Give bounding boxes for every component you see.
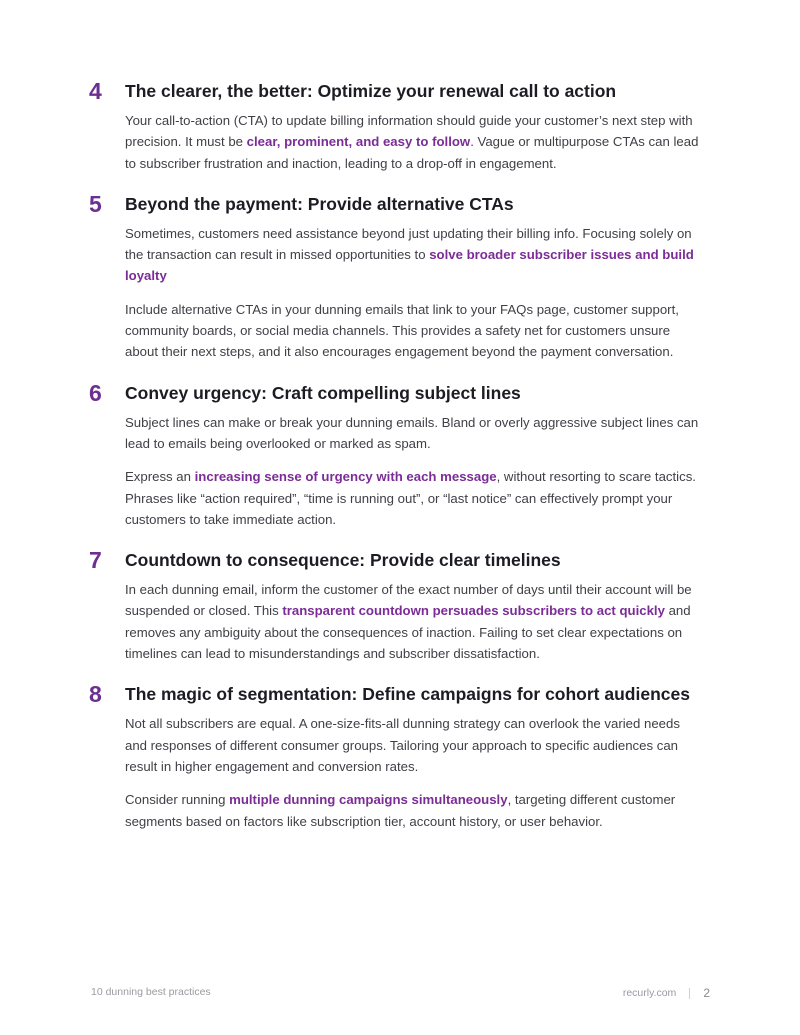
- paragraph-text: Sometimes, customers need assistance beyond just updating their billing info. Focusing solely on the transaction can result in missed opportunities to: [125, 225, 692, 263]
- section-paragraph: [125, 789, 704, 832]
- highlight-text: increasing sense of urgency with each message: [194, 469, 497, 485]
- section-8: [0, 681, 800, 831]
- highlight-text: solve broader subscriber issues and build loyalty: [125, 247, 694, 284]
- section-heading: Countdown to consequence: Provide clear timelines: [125, 550, 561, 571]
- section-heading: Convey urgency: Craft compelling subject lines: [125, 382, 521, 403]
- section-paragraph: [125, 713, 704, 777]
- highlight-text: multiple dunning campaigns simultaneously: [229, 792, 508, 808]
- section-paragraph: [125, 466, 704, 530]
- document-body: [0, 78, 800, 849]
- section-paragraph: [125, 299, 704, 363]
- section-paragraph: [125, 223, 704, 287]
- section-7: [0, 547, 800, 664]
- highlight-text: clear, prominent, and easy to follow: [246, 134, 471, 150]
- paragraph-text: In each dunning email, inform the customer of the exact number of days until their account will be suspended or closed. This: [125, 582, 692, 619]
- section-number: 4: [89, 78, 102, 104]
- page-footer: [0, 986, 800, 1000]
- section-number: 7: [89, 547, 102, 574]
- footer-site-link[interactable]: recurly.com: [622, 987, 677, 999]
- paragraph-text: Your call-to-action (CTA) to update billing information should guide your customer’s next step with precision. It must be: [125, 113, 693, 150]
- footer-divider: [689, 988, 690, 999]
- paragraph-text: Not all subscribers are equal. A one-size-fits-all dunning strategy can overlook the varied needs and responses of different consumer groups. Tailoring your approach to specific audiences can result in higher engagement and conversion rates.: [125, 716, 680, 774]
- section-paragraph: [125, 579, 704, 664]
- paragraph-text: Consider running: [125, 792, 230, 808]
- section-number: 8: [89, 681, 102, 708]
- section-heading: Beyond the payment: Provide alternative CTAs: [125, 193, 514, 214]
- section-paragraph: [125, 412, 704, 455]
- paragraph-text: . Vague or multipurpose CTAs can lead to subscriber frustration and inaction, leading to a drop-off in engagement.: [125, 134, 699, 171]
- paragraph-text: Subject lines can make or break your dunning emails. Bland or overly aggressive subject lines can lead to emails being overlooked or marked as spam.: [125, 414, 699, 451]
- paragraph-text: Express an: [125, 469, 195, 485]
- section-5: [0, 191, 800, 363]
- section-heading: The clearer, the better: Optimize your renewal call to action: [125, 81, 617, 101]
- footer-right: [623, 986, 710, 1000]
- highlight-text: transparent countdown persuades subscribers to act quickly: [282, 603, 665, 619]
- section-4: [0, 78, 800, 174]
- section-6: [0, 380, 800, 530]
- paragraph-text: , without resorting to scare tactics. Phrases like “action required”, “time is running out”, or “last notice” can effectively prompt your customers to take immediate action.: [125, 469, 696, 527]
- section-number: 6: [89, 379, 102, 406]
- section-heading: The magic of segmentation: Define campaigns for cohort audiences: [125, 684, 690, 705]
- paragraph-text: and removes any ambiguity about the consequences of inaction. Failing to set clear expectations on timelines can lead to misunderstandings and subscriber dissatisfaction.: [125, 603, 691, 662]
- footer-doc-title: 10 dunning best practices: [91, 986, 211, 998]
- paragraph-text: Include alternative CTAs in your dunning emails that link to your FAQs page, customer support, community boards, or social media channels. This provides a safety net for customers unsure about their next steps, and it also encourages engagement beyond the payment conversation.: [125, 301, 679, 360]
- section-paragraph: [125, 110, 704, 174]
- section-number: 5: [89, 190, 102, 217]
- paragraph-text: , targeting different customer segments based on factors like subscription tier, account history, or user behavior.: [125, 792, 676, 829]
- page-number: 2: [703, 986, 710, 1000]
